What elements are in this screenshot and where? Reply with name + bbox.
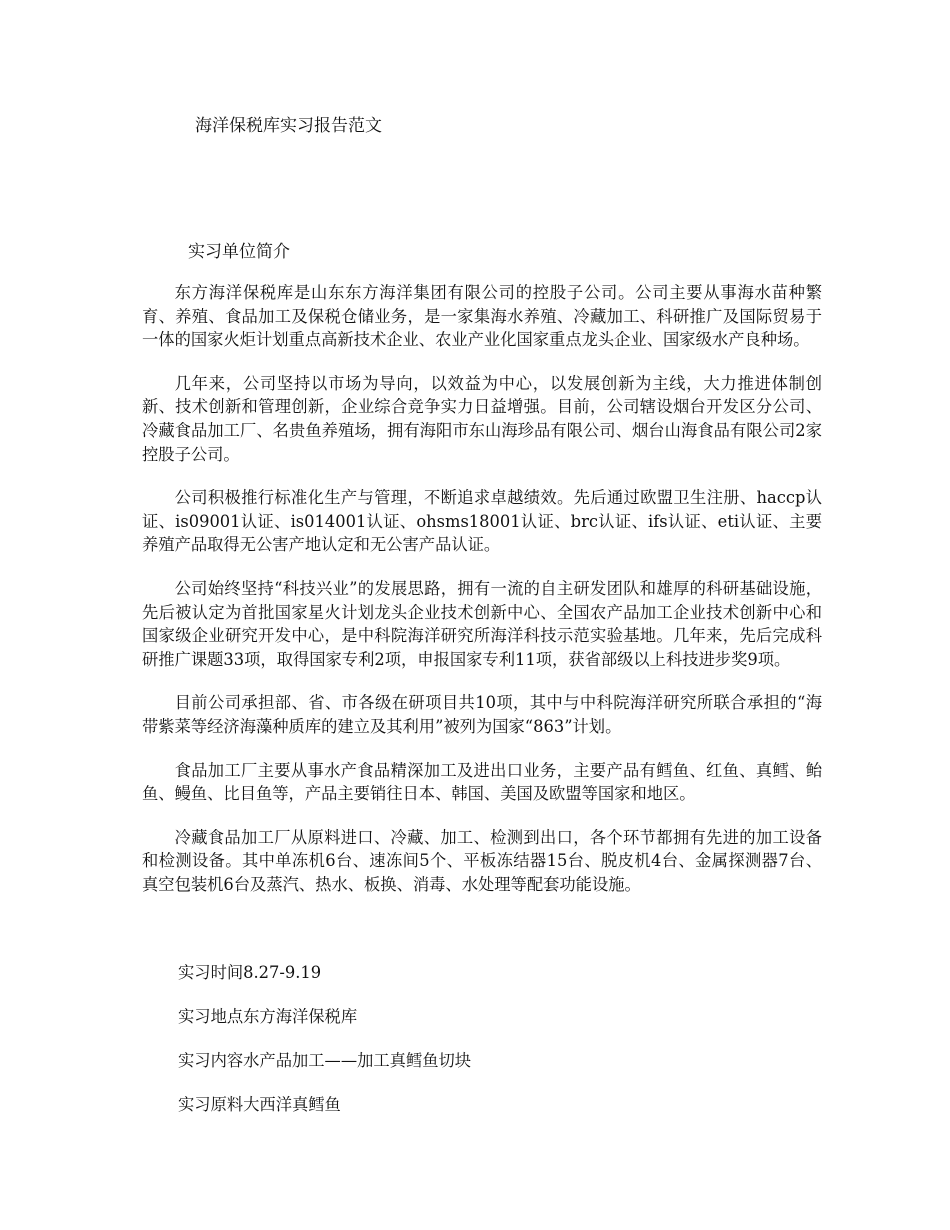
internship-content: 实习内容水产品加工——加工真鳕鱼切块 (178, 1051, 472, 1070)
paragraph-research: 公司始终坚持“科技兴业”的发展思路，拥有一流的自主研发团队和雄厚的科研基础设施，先后被认定为首批国家星火计划龙头企业技术创新中心、全国农产品加工企业技术创新中心和国家级企业研究开发中心，是中科院海洋研究所海洋科技示范实验基地。几年来，先后完成科研推广课题33项，取得国家专利2项，申报国家专利11项，获省部级以上科技进步奖9项。 (142, 578, 822, 669)
paragraph-company-intro: 东方海洋保税库是山东东方海洋集团有限公司的控股子公司。公司主要从事海水苗种繁育、养殖、食品加工及保税仓储业务，是一家集海水养殖、冷藏加工、科研推广及国际贸易于一体的国家火炬计划重点高新技术企业、农业产业化国家重点龙头企业、国家级水产良种场。 (142, 283, 822, 350)
body-text (142, 281, 822, 916)
internship-time: 实习时间8.27-9.19 (178, 963, 322, 982)
internship-details (178, 961, 828, 1137)
document-title: 海洋保税库实习报告范文 (195, 116, 382, 136)
paragraph-food-processing: 食品加工厂主要从事水产食品精深加工及进出口业务，主要产品有鳕鱼、红鱼、真鳕、鲐鱼、鳗鱼、比目鱼等，产品主要销往日本、韩国、美国及欧盟等国家和地区。 (142, 760, 822, 804)
paragraph-development: 几年来，公司坚持以市场为导向，以效益为中心，以发展创新为主线，大力推进体制创新、技术创新和管理创新，企业综合竞争实力日益增强。目前，公司辖设烟台开发区分公司、冷藏食品加工厂、名贵鱼养殖场，拥有海阳市东山海珍品有限公司、烟台山海食品有限公司2家控股子公司。 (142, 373, 822, 464)
internship-location: 实习地点东方海洋保税库 (178, 1007, 358, 1026)
paragraph-certifications: 公司积极推行标准化生产与管理，不断追求卓越绩效。先后通过欧盟卫生注册、haccp认证、is09001认证、is014001认证、ohsms18001认证、brc认证、ifs认证、eti认证、主要养殖产品取得无公害产地认定和无公害产品认证。 (142, 488, 822, 555)
paragraph-projects: 目前公司承担部、省、市各级在研项目共10项，其中与中科院海洋研究所联合承担的“海带紫菜等经济海藻种质库的建立及其利用”被列为国家“863”计划。 (142, 693, 822, 736)
internship-material: 实习原料大西洋真鳕鱼 (178, 1095, 341, 1114)
paragraph-cold-storage: 冷藏食品加工厂从原料进口、冷藏、加工、检测到出口，各个环节都拥有先进的加工设备和检测设备。其中单冻机6台、速冻间5个、平板冻结器15台、脱皮机4台、金属探测器7台、真空包装机6台及蒸汽、热水、板换、消毒、水处理等配套功能设施。 (142, 827, 822, 894)
section-heading: 实习单位简介 (188, 242, 290, 262)
